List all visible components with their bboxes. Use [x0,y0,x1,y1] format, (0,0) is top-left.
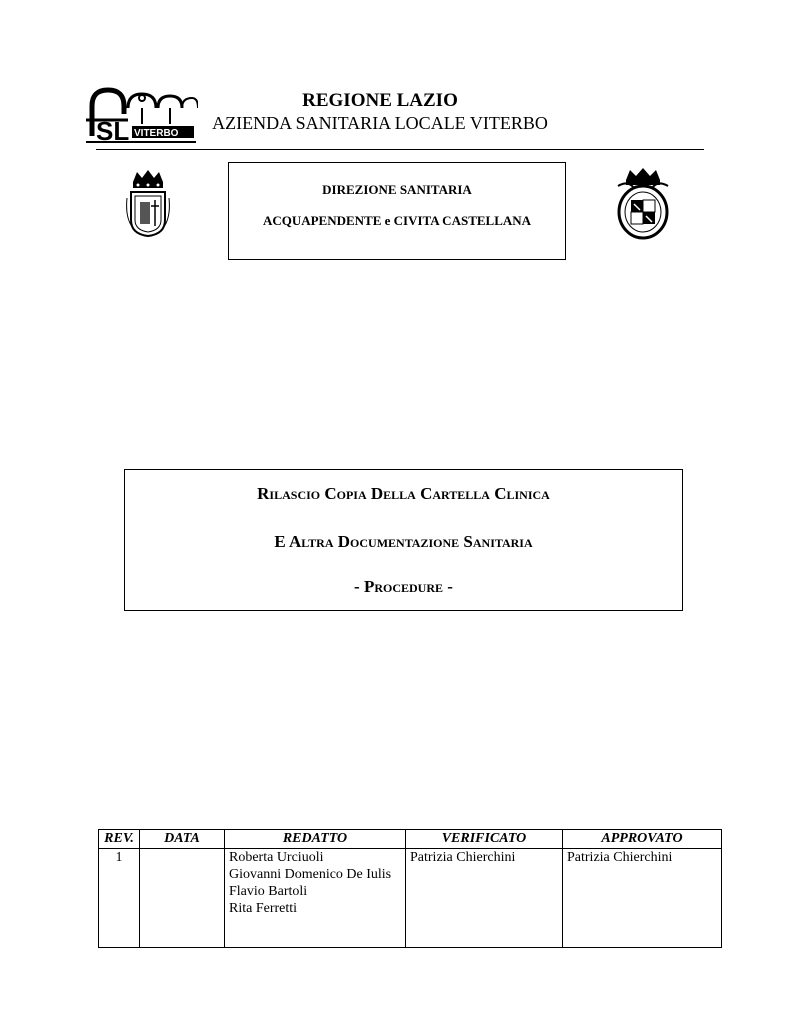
org-title [200,90,560,134]
revision-table [98,829,722,948]
svg-text:VITERBO: VITERBO [134,128,179,139]
header-verificato: VERIFICATO [406,830,563,849]
document-title-line-2: E Altra Documentazione Sanitaria [274,532,533,551]
cell-approvato: Patrizia Chierchini [563,849,722,948]
cell-rev: 1 [99,849,140,948]
document-title-box [124,469,683,611]
author-name: Giovanni Domenico De Iulis [229,867,392,882]
asl-viterbo-logo-icon [84,84,198,144]
header-data: DATA [140,830,225,849]
round-seal-icon [614,166,672,240]
author-name: Flavio Bartoli [229,884,308,899]
document-title-line-3: - Procedure - [354,577,453,596]
cell-data [140,849,225,948]
table-header-row [99,830,722,849]
header-divider [96,149,704,150]
document-title-line-1: Rilascio Copia Della Cartella Clinica [257,484,550,503]
header-redatto: REDATTO [225,830,406,849]
direction-locations: ACQUAPENDENTE e CIVITA CASTELLANA [262,213,532,228]
municipal-crest-icon [125,168,171,238]
agency-name: AZIENDA SANITARIA LOCALE VITERBO [212,113,548,133]
header-approvato: APPROVATO [563,830,722,849]
table-row [99,849,722,948]
svg-text:SL: SL [96,116,130,144]
author-name: Roberta Urciuoli [229,850,324,865]
header-rev: REV. [99,830,140,849]
cell-redatto [225,849,406,948]
direction-box [228,162,566,260]
direction-title: DIREZIONE SANITARIA [322,182,472,197]
region-name: REGIONE LAZIO [302,90,458,111]
author-name: Rita Ferretti [229,901,298,916]
cell-verificato: Patrizia Chierchini [406,849,563,948]
